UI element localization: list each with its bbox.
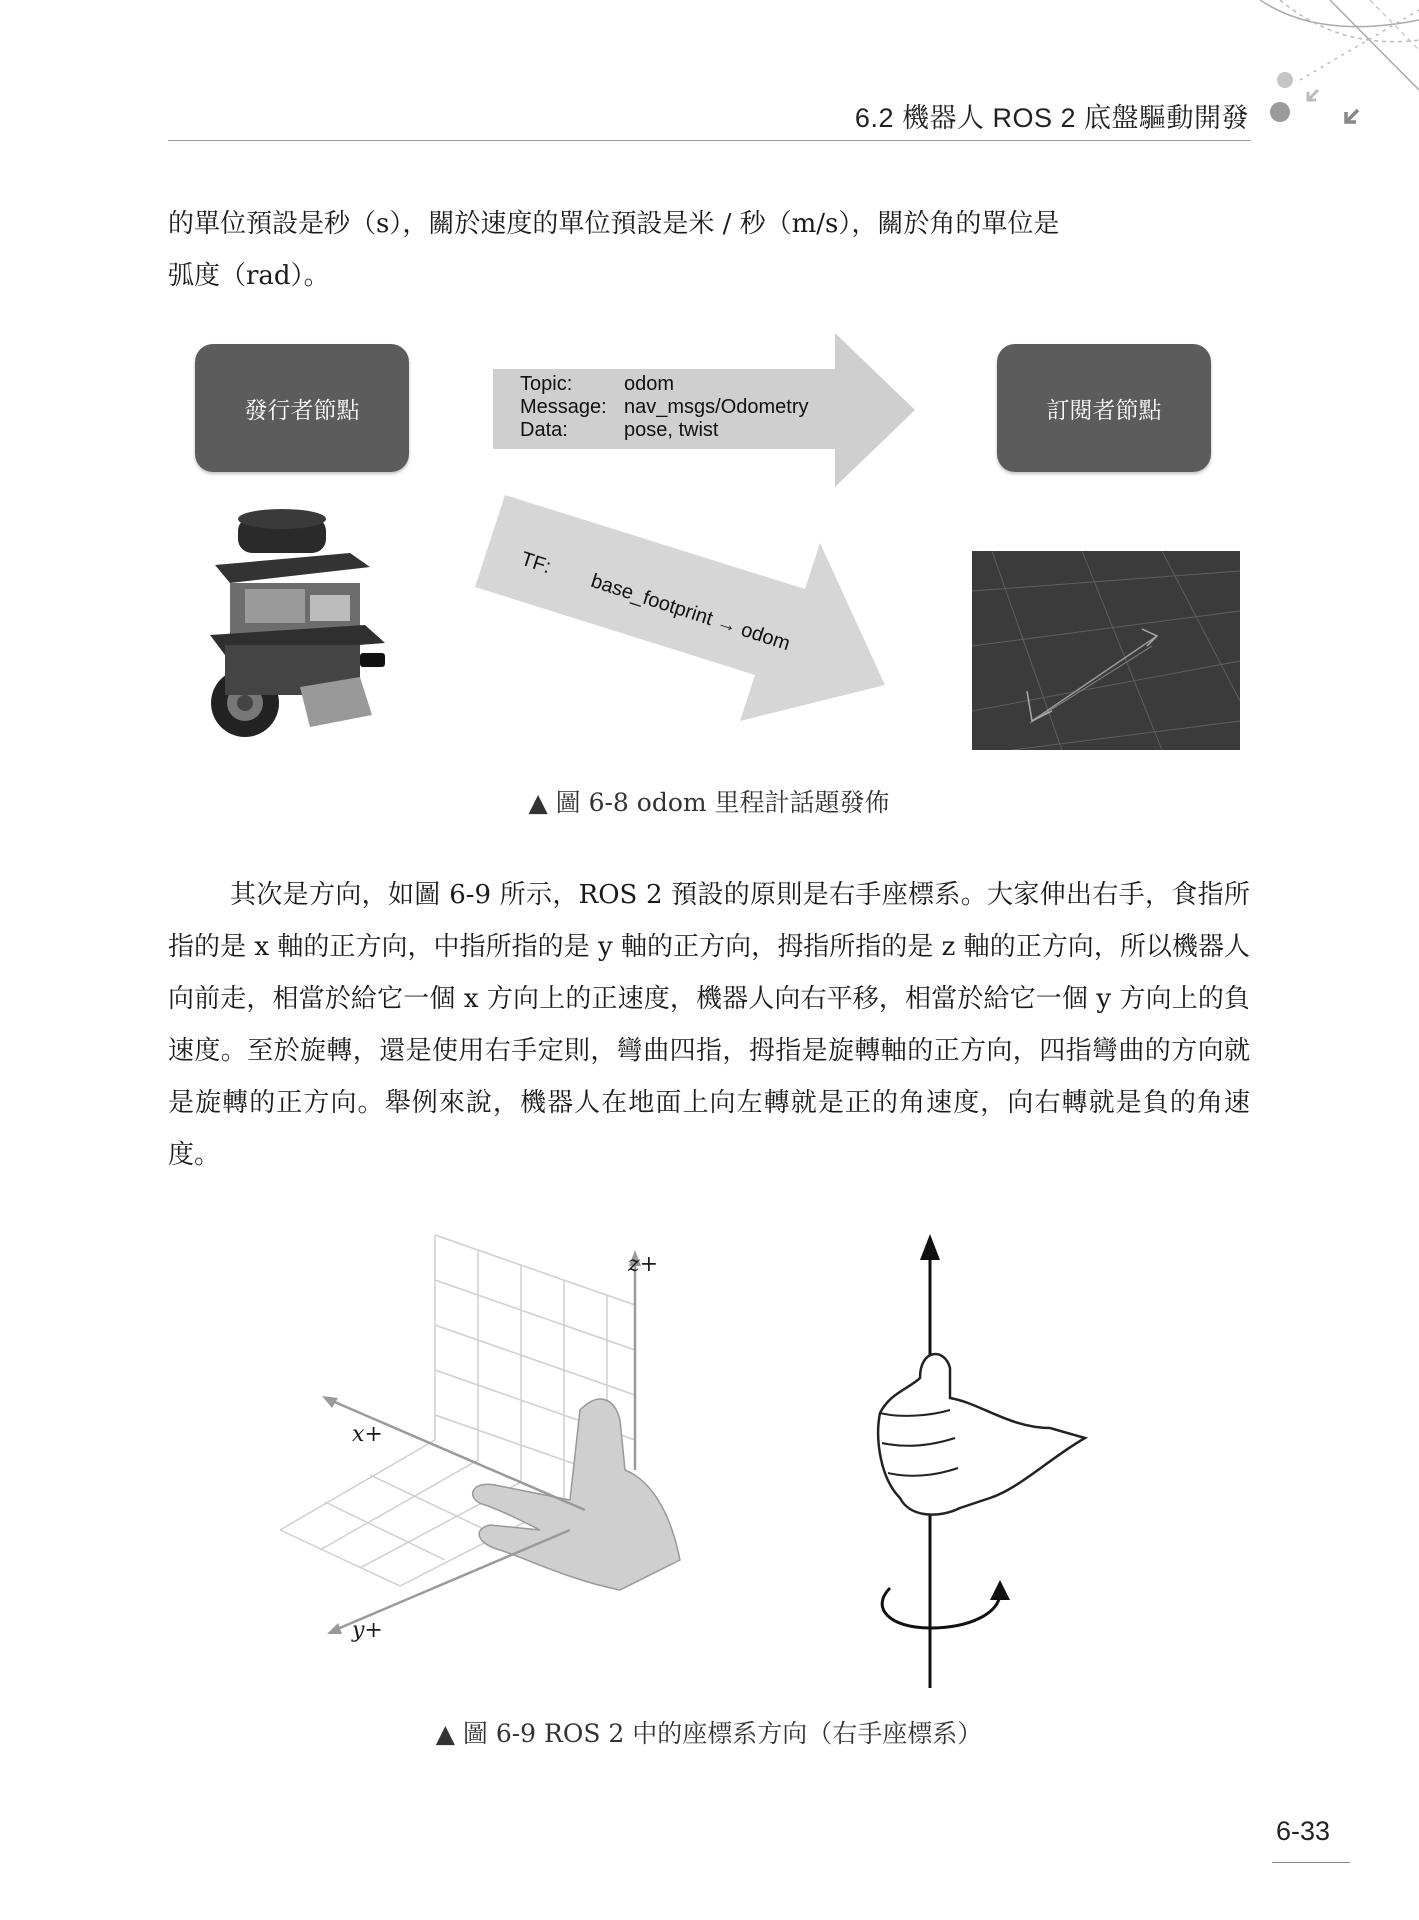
data-key: Data: bbox=[520, 419, 568, 441]
tf-key: TF: bbox=[518, 548, 554, 579]
topic-key: Topic: bbox=[520, 373, 573, 395]
publisher-node-label: 發行者節點 bbox=[244, 397, 360, 424]
publisher-node-box bbox=[195, 344, 409, 472]
coordinate-frame-figure bbox=[270, 1230, 750, 1660]
robot-illustration bbox=[200, 505, 425, 745]
rviz-odom-visualization bbox=[972, 551, 1240, 750]
message-value: nav_msgs/Odometry bbox=[624, 396, 809, 418]
x-axis-label: x+ bbox=[352, 1422, 383, 1447]
y-axis-label: y+ bbox=[352, 1618, 383, 1643]
topic-value: odom bbox=[624, 373, 675, 395]
tf-value: base_footprint → odom bbox=[588, 570, 793, 656]
direction-paragraph bbox=[168, 869, 1250, 1181]
page-number: 6-33 bbox=[1276, 1816, 1331, 1846]
subscriber-node-box bbox=[997, 344, 1211, 472]
footer-divider bbox=[1272, 1862, 1350, 1863]
header-divider bbox=[168, 140, 1251, 141]
intro-line-2: 弧度（rad）。 bbox=[168, 261, 330, 291]
direction-text: 其次是方向，如圖 6-9 所示，ROS 2 預設的原則是右手座標系。大家伸出右手，食指所指的是 x 軸的正方向，中指所指的是 y 軸的正方向，拇指所指的是 z 軸的正方向，所以機器人向前走，相當於給它一個 x 方向上的正速度，機器人向右平移，相當於給它一個 y 方向上的負速度。至於旋轉，還是使用右手定則，彎曲四指，拇指是旋轉軸的正方向，四指彎曲的方向就是旋轉的正方向。舉例來說，機器人在地面上向左轉就是正的角速度，向右轉就是負的角速度。 bbox=[168, 880, 1250, 1170]
z-axis-label: z+ bbox=[628, 1252, 659, 1277]
figure-6-8-caption: ▲ 圖 6-8 odom 里程計話題發佈 bbox=[528, 788, 890, 817]
corner-decoration bbox=[1240, 0, 1419, 140]
topic-message-legend bbox=[520, 373, 809, 442]
running-header-title: 6.2 機器人 ROS 2 底盤驅動開發 bbox=[854, 103, 1249, 133]
message-key: Message: bbox=[520, 396, 607, 418]
figure-6-9-caption: ▲ 圖 6-9 ROS 2 中的座標系方向（右手座標系） bbox=[435, 1719, 983, 1748]
intro-line-1: 的單位預設是秒（s），關於速度的單位預設是米 / 秒（m/s），關於角的單位是 bbox=[168, 209, 1060, 239]
intro-paragraph bbox=[168, 198, 1250, 302]
right-hand-rule-figure bbox=[850, 1228, 1100, 1688]
subscriber-node-label: 訂閱者節點 bbox=[1046, 397, 1162, 424]
data-value: pose, twist bbox=[624, 419, 719, 441]
